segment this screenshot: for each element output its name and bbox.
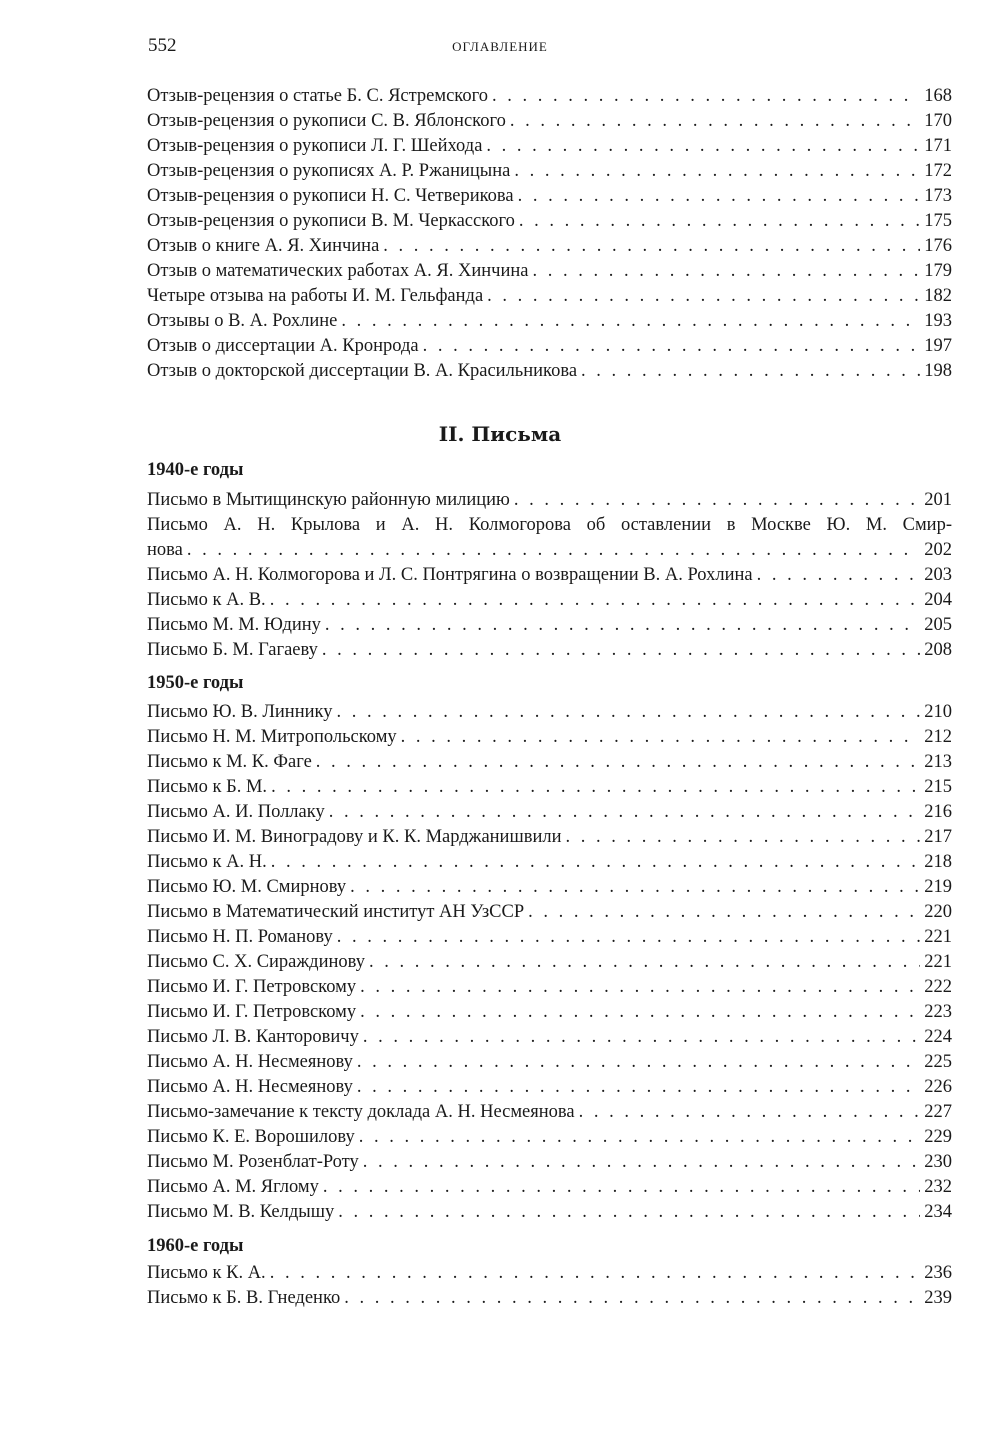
leader-dots: [350, 875, 920, 900]
leader-dots: [514, 488, 920, 513]
leader-dots: [518, 184, 920, 209]
leader-dots: [363, 1025, 920, 1050]
toc-entry[interactable]: [147, 725, 952, 750]
toc-entry[interactable]: [147, 359, 952, 384]
entry-title: Письмо к Б. М.: [147, 777, 268, 797]
entry-title: Отзыв-рецензия о рукописи С. В. Яблонского: [147, 111, 506, 131]
toc-entry[interactable]: [147, 1261, 952, 1286]
toc-entry[interactable]: [147, 1150, 952, 1175]
entry-title: Отзыв-рецензия о рукописях А. Р. Ржаницына: [147, 161, 511, 181]
toc-entry[interactable]: [147, 1125, 952, 1150]
entry-page: 193: [924, 311, 952, 331]
entry-title: Отзыв-рецензия о рукописи Л. Г. Шейхода: [147, 136, 483, 156]
entry-page: 222: [924, 977, 952, 997]
entry-page: 201: [924, 490, 952, 510]
entry-title: Письмо С. Х. Сираждинову: [147, 952, 365, 972]
toc-entry[interactable]: [147, 1075, 952, 1100]
toc-entry[interactable]: [147, 134, 952, 159]
entry-page: 217: [924, 827, 952, 847]
entry-page: 203: [924, 565, 952, 585]
entry-title: Письмо Н. П. Романову: [147, 927, 333, 947]
leader-dots: [357, 1075, 920, 1100]
leader-dots: [322, 638, 920, 663]
toc-entry[interactable]: [147, 900, 952, 925]
toc-entry[interactable]: [147, 334, 952, 359]
entry-title: Письмо И. Г. Петровскому: [147, 977, 357, 997]
toc-entry[interactable]: [147, 875, 952, 900]
toc-entry[interactable]: [147, 259, 952, 284]
entry-title: Письмо в Мытищинскую районную милицию: [147, 490, 510, 510]
section-heading: II. Письма: [438, 422, 562, 446]
leader-dots: [316, 750, 920, 775]
entry-page: 173: [924, 186, 952, 206]
entry-title: Письмо А. Н. Колмогорова и Л. С. Понтрягина о возвращении В. А. Рохлина: [147, 565, 753, 585]
leader-dots: [565, 825, 920, 850]
leader-dots: [329, 800, 920, 825]
entry-title: Письмо к Б. В. Гнеденко: [147, 1288, 341, 1308]
toc-entry-multiline[interactable]: [147, 513, 952, 563]
toc-1940s: [147, 488, 952, 663]
entry-page: 176: [924, 236, 952, 256]
entry-title: Письмо М. М. Юдину: [147, 615, 321, 635]
entry-title: Письмо в Математический институт АН УзССР: [147, 902, 525, 922]
toc-entry[interactable]: [147, 84, 952, 109]
leader-dots: [187, 538, 920, 563]
leader-dots: [270, 1261, 920, 1286]
toc-entry[interactable]: [147, 309, 952, 334]
entry-page: 232: [924, 1177, 952, 1197]
entry-title: Письмо Н. М. Митропольскому: [147, 727, 397, 747]
toc-entry[interactable]: [147, 850, 952, 875]
toc-entry[interactable]: [147, 184, 952, 209]
leader-dots: [401, 725, 920, 750]
toc-entry[interactable]: [147, 1000, 952, 1025]
toc-entry[interactable]: [147, 750, 952, 775]
entry-title: Отзыв-рецензия о рукописи Н. С. Четверикова: [147, 186, 514, 206]
toc-entry[interactable]: [147, 975, 952, 1000]
leader-dots: [270, 588, 920, 613]
entry-title: Письмо М. В. Келдышу: [147, 1202, 335, 1222]
entry-title: Письмо А. И. Поллаку: [147, 802, 325, 822]
entry-page: 226: [924, 1077, 952, 1097]
entry-page: 172: [924, 161, 952, 181]
page-number: 552: [148, 35, 177, 56]
entry-title: Письмо-замечание к тексту доклада А. Н. Несмеянова: [147, 1102, 575, 1122]
leader-dots: [360, 1000, 920, 1025]
toc-entry[interactable]: [147, 234, 952, 259]
leader-dots: [360, 975, 920, 1000]
toc-1950s: [147, 700, 952, 1225]
leader-dots: [486, 134, 920, 159]
entry-title-line2: нова: [147, 540, 183, 560]
entry-page: 197: [924, 336, 952, 356]
toc-entry[interactable]: [147, 209, 952, 234]
leader-dots: [271, 850, 920, 875]
entry-title: Письмо А. М. Яглому: [147, 1177, 319, 1197]
entry-page: 213: [924, 752, 952, 772]
running-header: ОГЛАВЛЕНИЕ: [452, 39, 548, 54]
leader-dots: [581, 359, 920, 384]
leader-dots: [510, 109, 920, 134]
toc-entry[interactable]: [147, 950, 952, 975]
leader-dots: [337, 925, 920, 950]
entry-page: 220: [924, 902, 952, 922]
entry-page: 212: [924, 727, 952, 747]
entry-title-line1: Письмо А. Н. Крылова и А. Н. Колмогорова об оставлении в Москве Ю. М. Смир-: [147, 515, 952, 535]
entry-page: 218: [924, 852, 952, 872]
leader-dots: [369, 950, 920, 975]
toc-entry[interactable]: [147, 588, 952, 613]
entry-title: Письмо А. Н. Несмеянову: [147, 1052, 353, 1072]
entry-page: 216: [924, 802, 952, 822]
toc-entry[interactable]: [147, 638, 952, 663]
leader-dots: [492, 84, 920, 109]
entry-title: Письмо Б. М. Гагаеву: [147, 640, 318, 660]
entry-title: Письмо И. М. Виноградову и К. К. Марджанишвили: [147, 827, 562, 847]
entry-page: 236: [924, 1263, 952, 1283]
toc-entry[interactable]: [147, 563, 952, 588]
toc-entry[interactable]: [147, 109, 952, 134]
decade-heading: 1940-е годы: [147, 460, 244, 480]
entry-page: 229: [924, 1127, 952, 1147]
toc-entry[interactable]: [147, 1175, 952, 1200]
leader-dots: [423, 334, 920, 359]
entry-title: Письмо А. Н. Несмеянову: [147, 1077, 353, 1097]
entry-page: 204: [924, 590, 952, 610]
entry-page: 198: [924, 361, 952, 381]
toc-entry[interactable]: [147, 284, 952, 309]
entry-title: Отзыв о диссертации А. Кронрода: [147, 336, 419, 356]
entry-title: Отзыв о математических работах А. Я. Хинчина: [147, 261, 529, 281]
entry-page: 171: [924, 136, 952, 156]
entry-title: Письмо К. Е. Ворошилову: [147, 1127, 355, 1147]
entry-title: Отзывы о В. А. Рохлине: [147, 311, 338, 331]
toc-entry[interactable]: [147, 1025, 952, 1050]
leader-dots: [757, 563, 920, 588]
entry-page: 175: [924, 211, 952, 231]
entry-continuation: [147, 538, 952, 563]
entry-page: 224: [924, 1027, 952, 1047]
entry-page: 221: [924, 927, 952, 947]
leader-dots: [359, 1125, 920, 1150]
leader-dots: [325, 613, 920, 638]
leader-dots: [532, 259, 920, 284]
leader-dots: [336, 700, 920, 725]
entry-page: 182: [924, 286, 952, 306]
toc-entry[interactable]: [147, 775, 952, 800]
toc-entry[interactable]: [147, 1100, 952, 1125]
entry-page: 168: [924, 86, 952, 106]
decade-heading: 1950-е годы: [147, 673, 244, 693]
leader-dots: [341, 309, 920, 334]
entry-title: Письмо к К. А.: [147, 1263, 266, 1283]
toc-entry[interactable]: [147, 925, 952, 950]
entry-page: 230: [924, 1152, 952, 1172]
entry-title: Письмо Ю. В. Линнику: [147, 702, 333, 722]
toc-entry[interactable]: [147, 613, 952, 638]
entry-page: 210: [924, 702, 952, 722]
leader-dots: [363, 1150, 920, 1175]
entry-title: Письмо к А. Н.: [147, 852, 267, 872]
entry-page: 179: [924, 261, 952, 281]
entry-page: 239: [924, 1288, 952, 1308]
toc-entry[interactable]: [147, 800, 952, 825]
entry-title: Отзыв о книге А. Я. Хинчина: [147, 236, 380, 256]
leader-dots: [344, 1286, 920, 1311]
entry-title: Отзыв-рецензия о статье Б. С. Ястремского: [147, 86, 488, 106]
toc-entry[interactable]: [147, 159, 952, 184]
entry-page: 202: [924, 540, 952, 560]
toc-1960s: [147, 1261, 952, 1311]
entry-page: 234: [924, 1202, 952, 1222]
entry-page: 205: [924, 615, 952, 635]
leader-dots: [271, 775, 920, 800]
leader-dots: [383, 234, 920, 259]
entry-title: Письмо Л. В. Канторовичу: [147, 1027, 359, 1047]
toc-entry[interactable]: [147, 825, 952, 850]
leader-dots: [528, 900, 920, 925]
entry-page: 170: [924, 111, 952, 131]
entry-page: 221: [924, 952, 952, 972]
toc-entry[interactable]: [147, 700, 952, 725]
toc-entry[interactable]: [147, 1286, 952, 1311]
toc-entry[interactable]: [147, 488, 952, 513]
entry-page: 215: [924, 777, 952, 797]
leader-dots: [579, 1100, 920, 1125]
leader-dots: [357, 1050, 920, 1075]
entry-page: 223: [924, 1002, 952, 1022]
entry-title: Письмо М. Розенблат-Роту: [147, 1152, 359, 1172]
entry-title: Отзыв-рецензия о рукописи В. М. Черкасского: [147, 211, 515, 231]
entry-title: Отзыв о докторской диссертации В. А. Красильникова: [147, 361, 578, 381]
toc-entry[interactable]: [147, 1050, 952, 1075]
entry-page: 208: [924, 640, 952, 660]
leader-dots: [519, 209, 920, 234]
entry-page: 219: [924, 877, 952, 897]
decade-heading: 1960-е годы: [147, 1236, 244, 1256]
leader-dots: [487, 284, 920, 309]
entry-title: Письмо Ю. М. Смирнову: [147, 877, 347, 897]
entry-title: Письмо к М. К. Фаге: [147, 752, 312, 772]
leader-dots: [323, 1175, 920, 1200]
toc-entry[interactable]: [147, 1200, 952, 1225]
entry-title: Письмо к А. В.: [147, 590, 266, 610]
entry-title: Письмо И. Г. Петровскому: [147, 1002, 357, 1022]
entry-title: Четыре отзыва на работы И. М. Гельфанда: [147, 286, 484, 306]
entry-page: 225: [924, 1052, 952, 1072]
toc-reviews: [147, 84, 952, 384]
entry-page: 227: [924, 1102, 952, 1122]
leader-dots: [514, 159, 920, 184]
leader-dots: [338, 1200, 920, 1225]
